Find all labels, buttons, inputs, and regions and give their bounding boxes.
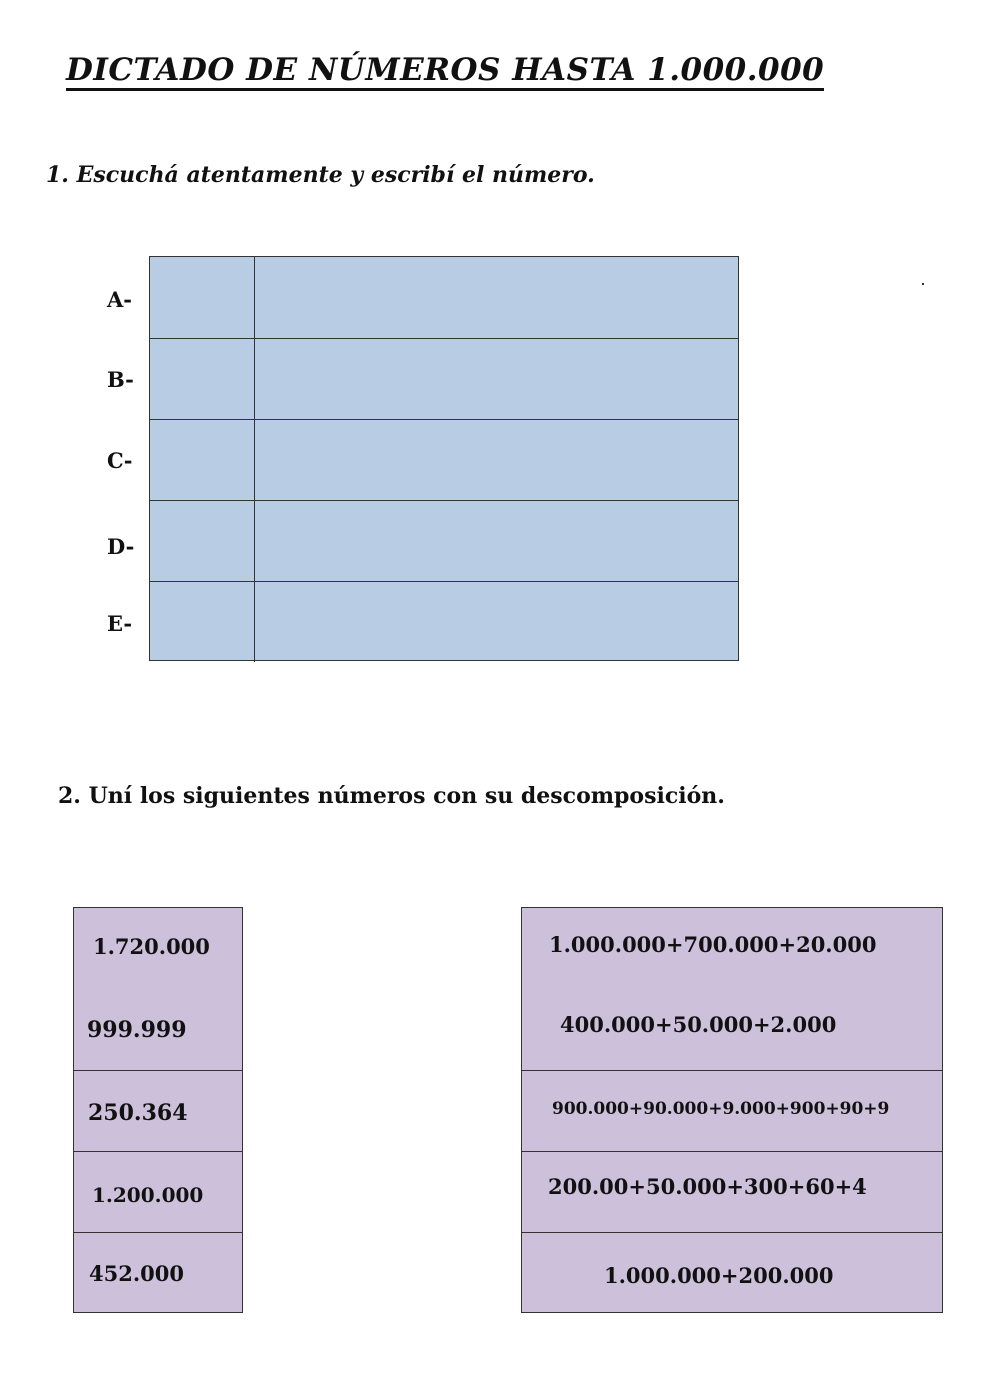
number-box[interactable] [73, 907, 243, 990]
answer-cell-small[interactable] [150, 582, 255, 662]
row-label-d: D- [107, 534, 135, 559]
row-label-a: A- [107, 287, 133, 312]
number-box[interactable] [73, 1071, 243, 1152]
row-label-e: E- [107, 611, 133, 636]
answer-cell-number[interactable] [255, 420, 738, 501]
answer-cell-number[interactable] [255, 582, 738, 662]
decomposition-box[interactable] [521, 1071, 943, 1152]
decomposition-text: 400.000+50.000+2.000 [560, 1012, 837, 1037]
answer-cell-small[interactable] [150, 501, 255, 582]
answer-cell-small[interactable] [150, 420, 255, 501]
decomposition-box[interactable] [521, 1233, 943, 1313]
decomposition-text: 900.000+90.000+9.000+900+90+9 [552, 1099, 890, 1119]
answer-row-d [150, 500, 738, 582]
exercise-1-instruction: 1. Escuchá atentamente y escribí el número. [46, 162, 595, 188]
page-title: DICTADO DE NÚMEROS HASTA 1.000.000 [66, 52, 824, 91]
number-text: 1.200.000 [92, 1183, 204, 1207]
exercise-2-instruction: 2. Uní los siguientes números con su descomposición. [58, 783, 725, 809]
decomposition-box[interactable] [521, 1152, 943, 1233]
answer-cell-number[interactable] [255, 257, 738, 338]
answer-cell-number[interactable] [255, 339, 738, 420]
number-text: 999.999 [87, 1017, 187, 1043]
number-box[interactable] [73, 989, 243, 1071]
decomposition-text: 200.00+50.000+300+60+4 [548, 1174, 867, 1199]
number-box[interactable] [73, 1233, 243, 1313]
number-text: 452.000 [89, 1261, 184, 1286]
answer-cell-small[interactable] [150, 257, 255, 338]
answer-row-b [150, 338, 738, 420]
answer-row-c [150, 419, 738, 501]
answer-row-e [150, 581, 738, 662]
answer-cell-small[interactable] [150, 339, 255, 420]
number-text: 1.720.000 [93, 934, 210, 959]
row-label-b: B- [107, 367, 134, 392]
decomposition-text: 1.000.000+700.000+20.000 [549, 932, 877, 957]
decomposition-box[interactable] [521, 989, 943, 1071]
decomposition-box[interactable] [521, 907, 943, 990]
decomposition-text: 1.000.000+200.000 [604, 1263, 834, 1288]
answer-cell-number[interactable] [255, 501, 738, 582]
stray-mark [922, 283, 924, 285]
number-box[interactable] [73, 1152, 243, 1233]
row-label-c: C- [107, 448, 133, 473]
answer-row-a [150, 257, 738, 338]
number-text: 250.364 [88, 1100, 188, 1126]
dictation-answer-grid [149, 256, 739, 661]
